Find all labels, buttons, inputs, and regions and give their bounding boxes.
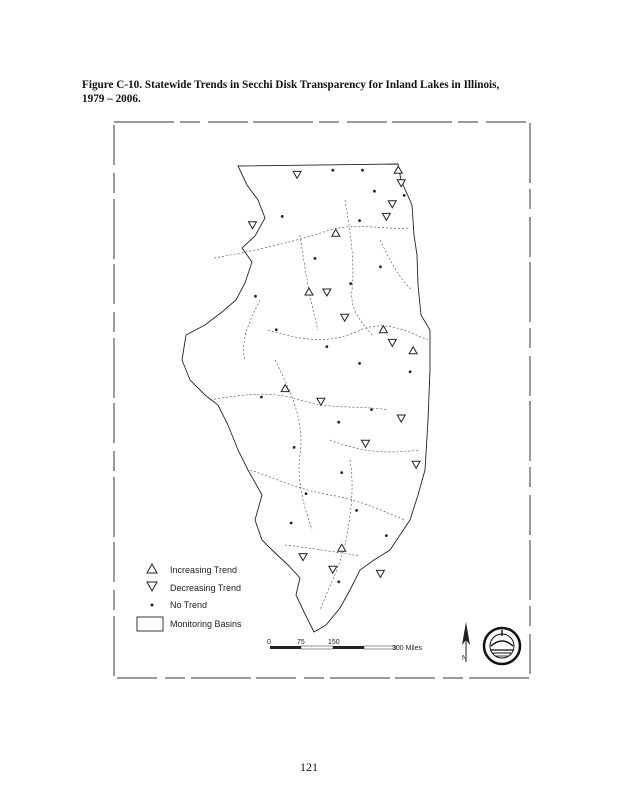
caption-line-2: 1979 – 2006. bbox=[82, 93, 141, 105]
legend-decreasing bbox=[147, 582, 241, 593]
legend-label: No Trend bbox=[170, 600, 208, 610]
decreasing-trend-marker bbox=[362, 440, 370, 447]
no-trend-marker bbox=[337, 580, 340, 583]
no-trend-marker bbox=[290, 522, 293, 525]
no-trend-icon bbox=[151, 604, 154, 607]
no-trend-marker bbox=[281, 215, 284, 218]
decreasing-trend-marker bbox=[388, 201, 396, 208]
decreasing-trend-marker bbox=[397, 180, 405, 187]
no-trend-marker bbox=[358, 219, 361, 222]
no-trend-marker bbox=[314, 257, 317, 260]
no-trend-marker bbox=[337, 421, 340, 424]
decreasing-trend-marker bbox=[397, 415, 405, 422]
no-trend-marker bbox=[331, 169, 334, 172]
no-trend-marker bbox=[373, 190, 376, 193]
basin-box-icon bbox=[137, 617, 163, 631]
increasing-trend-marker bbox=[409, 347, 417, 354]
decreasing-trend-marker bbox=[293, 171, 301, 178]
no-trend-marker bbox=[385, 534, 388, 537]
increasing-trend-marker bbox=[379, 326, 387, 333]
legend-label: Monitoring Basins bbox=[170, 619, 242, 629]
scale-bar bbox=[267, 639, 422, 652]
legend-label: Decreasing Trend bbox=[170, 583, 242, 593]
decreasing-trend-marker bbox=[412, 461, 420, 468]
scale-tick-150: 150 bbox=[328, 639, 340, 646]
legend-increasing bbox=[147, 564, 237, 575]
no-trend-marker bbox=[340, 471, 343, 474]
decreasing-trend-marker bbox=[323, 289, 331, 296]
no-trend-marker bbox=[305, 492, 308, 495]
no-trend-marker bbox=[379, 265, 382, 268]
scale-end-label: 300 Miles bbox=[392, 645, 422, 652]
increasing-trend-marker bbox=[332, 229, 340, 236]
scale-tick-0: 0 bbox=[267, 639, 271, 646]
no-trend-marker bbox=[275, 328, 278, 331]
no-trend-marker bbox=[260, 396, 263, 399]
no-trend-marker bbox=[403, 194, 406, 197]
no-trend-marker bbox=[370, 408, 373, 411]
decreasing-trend-marker bbox=[382, 213, 390, 220]
scale-tick-75: 75 bbox=[297, 639, 305, 646]
page-number: 121 bbox=[300, 760, 318, 774]
increasing-trend-marker bbox=[281, 385, 289, 392]
decreasing-trend-marker bbox=[341, 314, 349, 321]
no-trend-marker bbox=[409, 370, 412, 373]
legend-label: Increasing Trend bbox=[170, 565, 238, 575]
no-trend-marker bbox=[325, 345, 328, 348]
decreasing-trend-marker bbox=[388, 339, 396, 346]
basin-boundaries bbox=[210, 200, 428, 610]
caption-line-1: Figure C-10. Statewide Trends in Secchi Disk Transparency for Inland Lakes in Illinois, bbox=[82, 79, 500, 91]
no-trend-marker bbox=[293, 446, 296, 449]
decreasing-trend-marker bbox=[299, 554, 307, 561]
no-trend-marker bbox=[254, 295, 257, 298]
decreasing-trend-marker bbox=[248, 222, 256, 229]
legend bbox=[137, 564, 242, 631]
north-arrow-icon bbox=[462, 622, 470, 662]
increasing-trend-icon bbox=[147, 564, 157, 573]
legend-no-trend bbox=[151, 600, 208, 610]
decreasing-trend-marker bbox=[329, 566, 337, 573]
illinois-outline bbox=[182, 164, 430, 632]
no-trend-marker bbox=[361, 169, 364, 172]
trend-markers bbox=[248, 166, 420, 583]
no-trend-marker bbox=[349, 282, 352, 285]
no-trend-marker bbox=[355, 509, 358, 512]
legend-basins bbox=[137, 617, 242, 631]
increasing-trend-marker bbox=[305, 288, 313, 295]
increasing-trend-marker bbox=[394, 166, 402, 173]
agency-seal-icon bbox=[484, 628, 520, 664]
north-label: N bbox=[462, 655, 468, 662]
no-trend-marker bbox=[358, 362, 361, 365]
decreasing-trend-marker bbox=[376, 570, 384, 577]
decreasing-trend-icon bbox=[147, 582, 157, 591]
